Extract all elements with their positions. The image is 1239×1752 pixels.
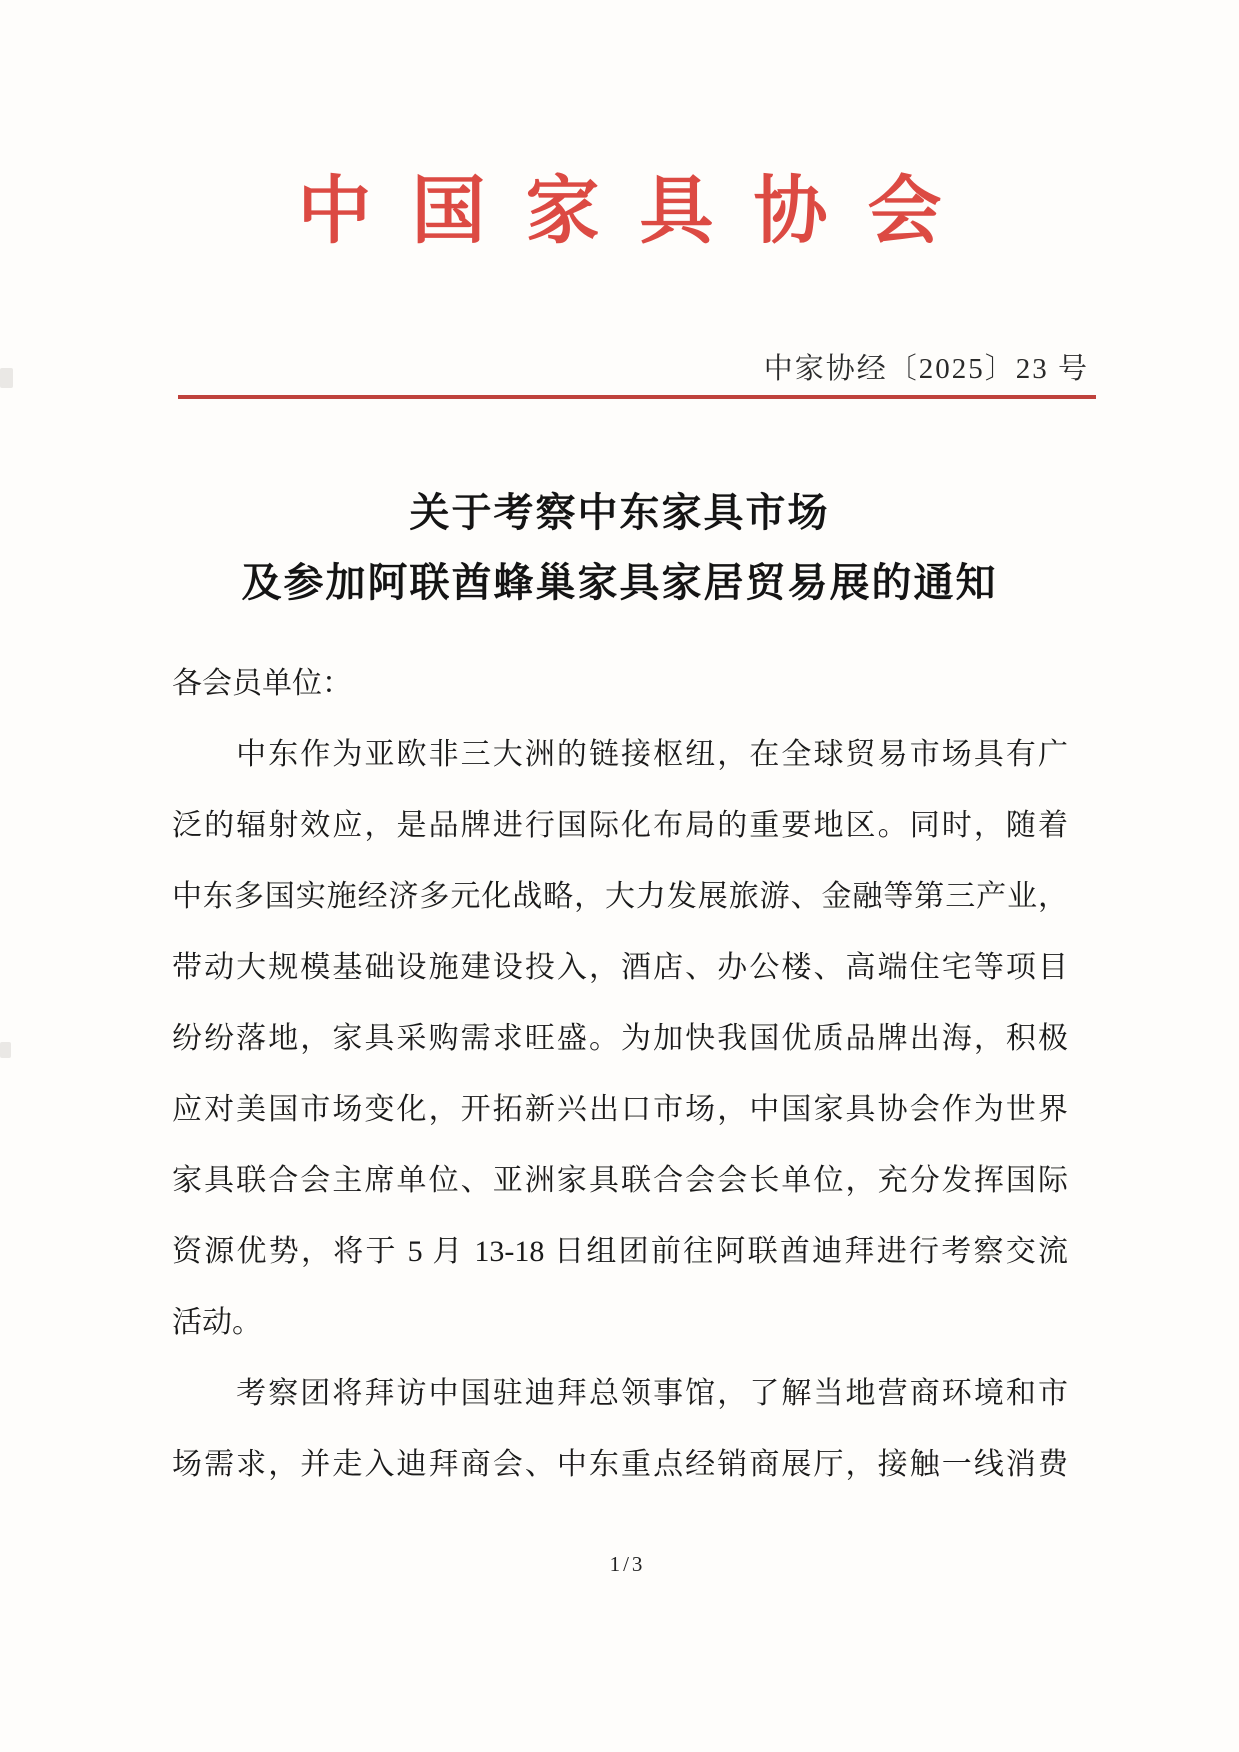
notice-body [172,648,1068,1500]
body-text-line: 应对美国市场变化，开拓新兴出口市场，中国家具协会作为世界 [172,1093,1068,1126]
body-text-line: 中东作为亚欧非三大洲的链接枢纽，在全球贸易市场具有广 [172,738,1068,771]
body-text-line: 泛的辐射效应，是品牌进行国际化布局的重要地区。同时，随着 [172,809,1068,842]
body-text-line: 家具联合会主席单位、亚洲家具联合会会长单位，充分发挥国际 [172,1164,1068,1197]
notice-title [0,478,1239,618]
org-name-masthead: 中国家具协会 [297,171,982,253]
body-text-line: 场需求，并走入迪拜商会、中东重点经销商展厅，接触一线消费 [172,1448,1068,1481]
body-text-line: 考察团将拜访中国驻迪拜总领事馆，了解当地营商环境和市 [172,1377,1068,1410]
salutation: 各会员单位： [172,667,352,700]
doc-number: 中家协经〔2025〕23 号 [763,353,1089,385]
notice-title-line2: 及参加阿联酋蜂巢家具家居贸易展的通知 [241,560,998,605]
body-text-line: 活动。 [172,1306,262,1339]
body-text-line: 中东多国实施经济多元化战略，大力发展旅游、金融等第三产业， [172,880,1068,913]
page-number: 1/3 [609,1552,646,1576]
body-text-line: 带动大规模基础设施建设投入，酒店、办公楼、高端住宅等项目 [172,951,1068,984]
scan-artifact [0,368,13,388]
body-text-line: 纷纷落地，家具采购需求旺盛。为加快我国优质品牌出海，积极 [172,1022,1068,1055]
scan-artifact [0,1042,11,1058]
notice-title-line1: 关于考察中东家具市场 [409,490,830,535]
body-text-line: 资源优势，将于 5 月 13-18 日组团前往阿联酋迪拜进行考察交流 [172,1235,1068,1268]
red-divider-line [178,395,1096,399]
